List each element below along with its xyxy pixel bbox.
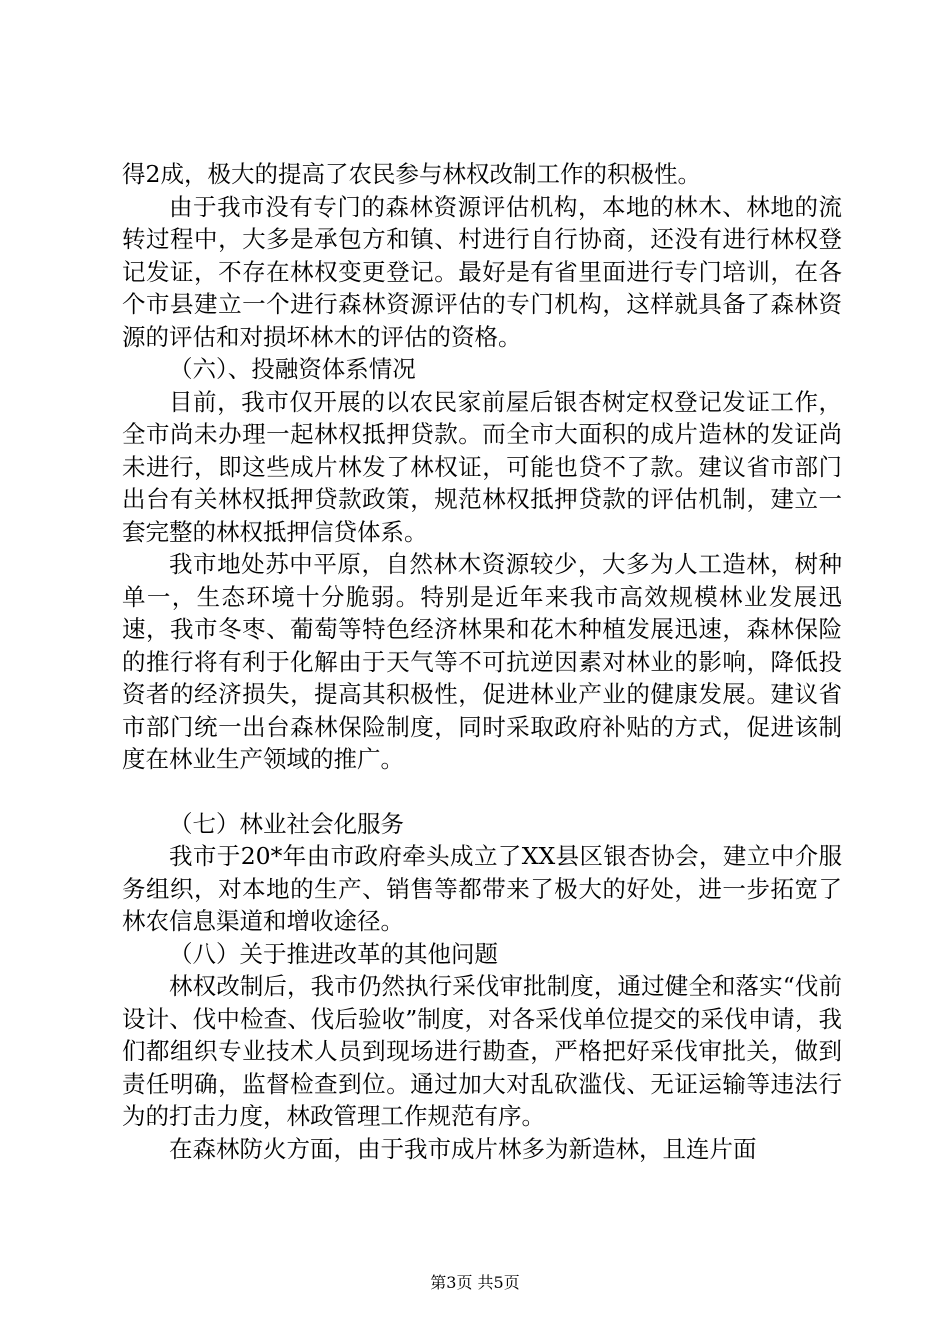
paragraph-continuation: 得2成，极大的提高了农民参与林权改制工作的积极性。 bbox=[122, 160, 701, 188]
paragraph-mortgage-loans: 目前，我市仅开展的以农民家前屋后银杏树定权登记发证工作，全市尚未办理一起林权抵押贷款。而全市大面积的成片造林的发证尚未进行，即这些成片林发了林权证，可能也贷不了款。建议省市部门出台有关林权抵押贷款政策，规范林权抵押贷款的评估机制，建立一套完整的林权抵押信贷体系。 bbox=[122, 387, 842, 546]
paragraph-fire-prevention: 在森林防火方面，由于我市成片林多为新造林，且连片面 bbox=[169, 1134, 757, 1163]
paragraph-logging-approval: 林权改制后，我市仍然执行采伐审批制度，通过健全和落实“伐前设计、伐中检查、伐后验收”制度，对各采伐单位提交的采伐申请，我们都组织专业技术人员到现场进行勘查，严格把好采伐审批关，做到责任明确，监督检查到位。通过加大对乱砍滥伐、无证运输等违法行为的打击力度，林政管理工作规范有序。 bbox=[122, 972, 842, 1130]
page-number-footer: 第3页 共5页 bbox=[430, 1273, 520, 1292]
paragraph-forest-insurance: 我市地处苏中平原，自然林木资源较少，大多为人工造林，树种单一，生态环境十分脆弱。特别是近年来我市高效规模林业发展迅速，我市冬枣、葡萄等特色经济林果和花木种植发展迅速，森林保险的推行将有利于化解由于天气等不可抗逆因素对林业的影响，降低投资者的经济损失，提高其积极性，促进林业产业的健康发展。建议省市部门统一出台森林保险制度，同时采取政府补贴的方式，促进该制度在林业生产领域的推广。 bbox=[122, 550, 842, 773]
document-body bbox=[122, 158, 842, 1165]
paragraph-gap bbox=[122, 776, 842, 808]
section-heading-6: （六）、投融资体系情况 bbox=[169, 355, 416, 383]
paragraph-ginkgo-association: 我市于20*年由市政府牵头成立了XX县区银杏协会，建立中介服务组织，对本地的生产、销售等都带来了极大的好处，进一步拓宽了林农信息渠道和增收途径。 bbox=[122, 842, 842, 935]
section-heading-8: （八）关于推进改革的其他问题 bbox=[169, 939, 498, 968]
section-heading-7: （七）林业社会化服务 bbox=[169, 809, 404, 838]
paragraph-forest-assessment: 由于我市没有专门的森林资源评估机构，本地的林木、林地的流转过程中，大多是承包方和镇、村进行自行协商，还没有进行林权登记发证，不存在林权变更登记。最好是有省里面进行专门培训，在各个市县建立一个进行森林资源评估的专门机构，这样就具备了森林资源的评估和对损坏林木的评估的资格。 bbox=[122, 192, 842, 351]
